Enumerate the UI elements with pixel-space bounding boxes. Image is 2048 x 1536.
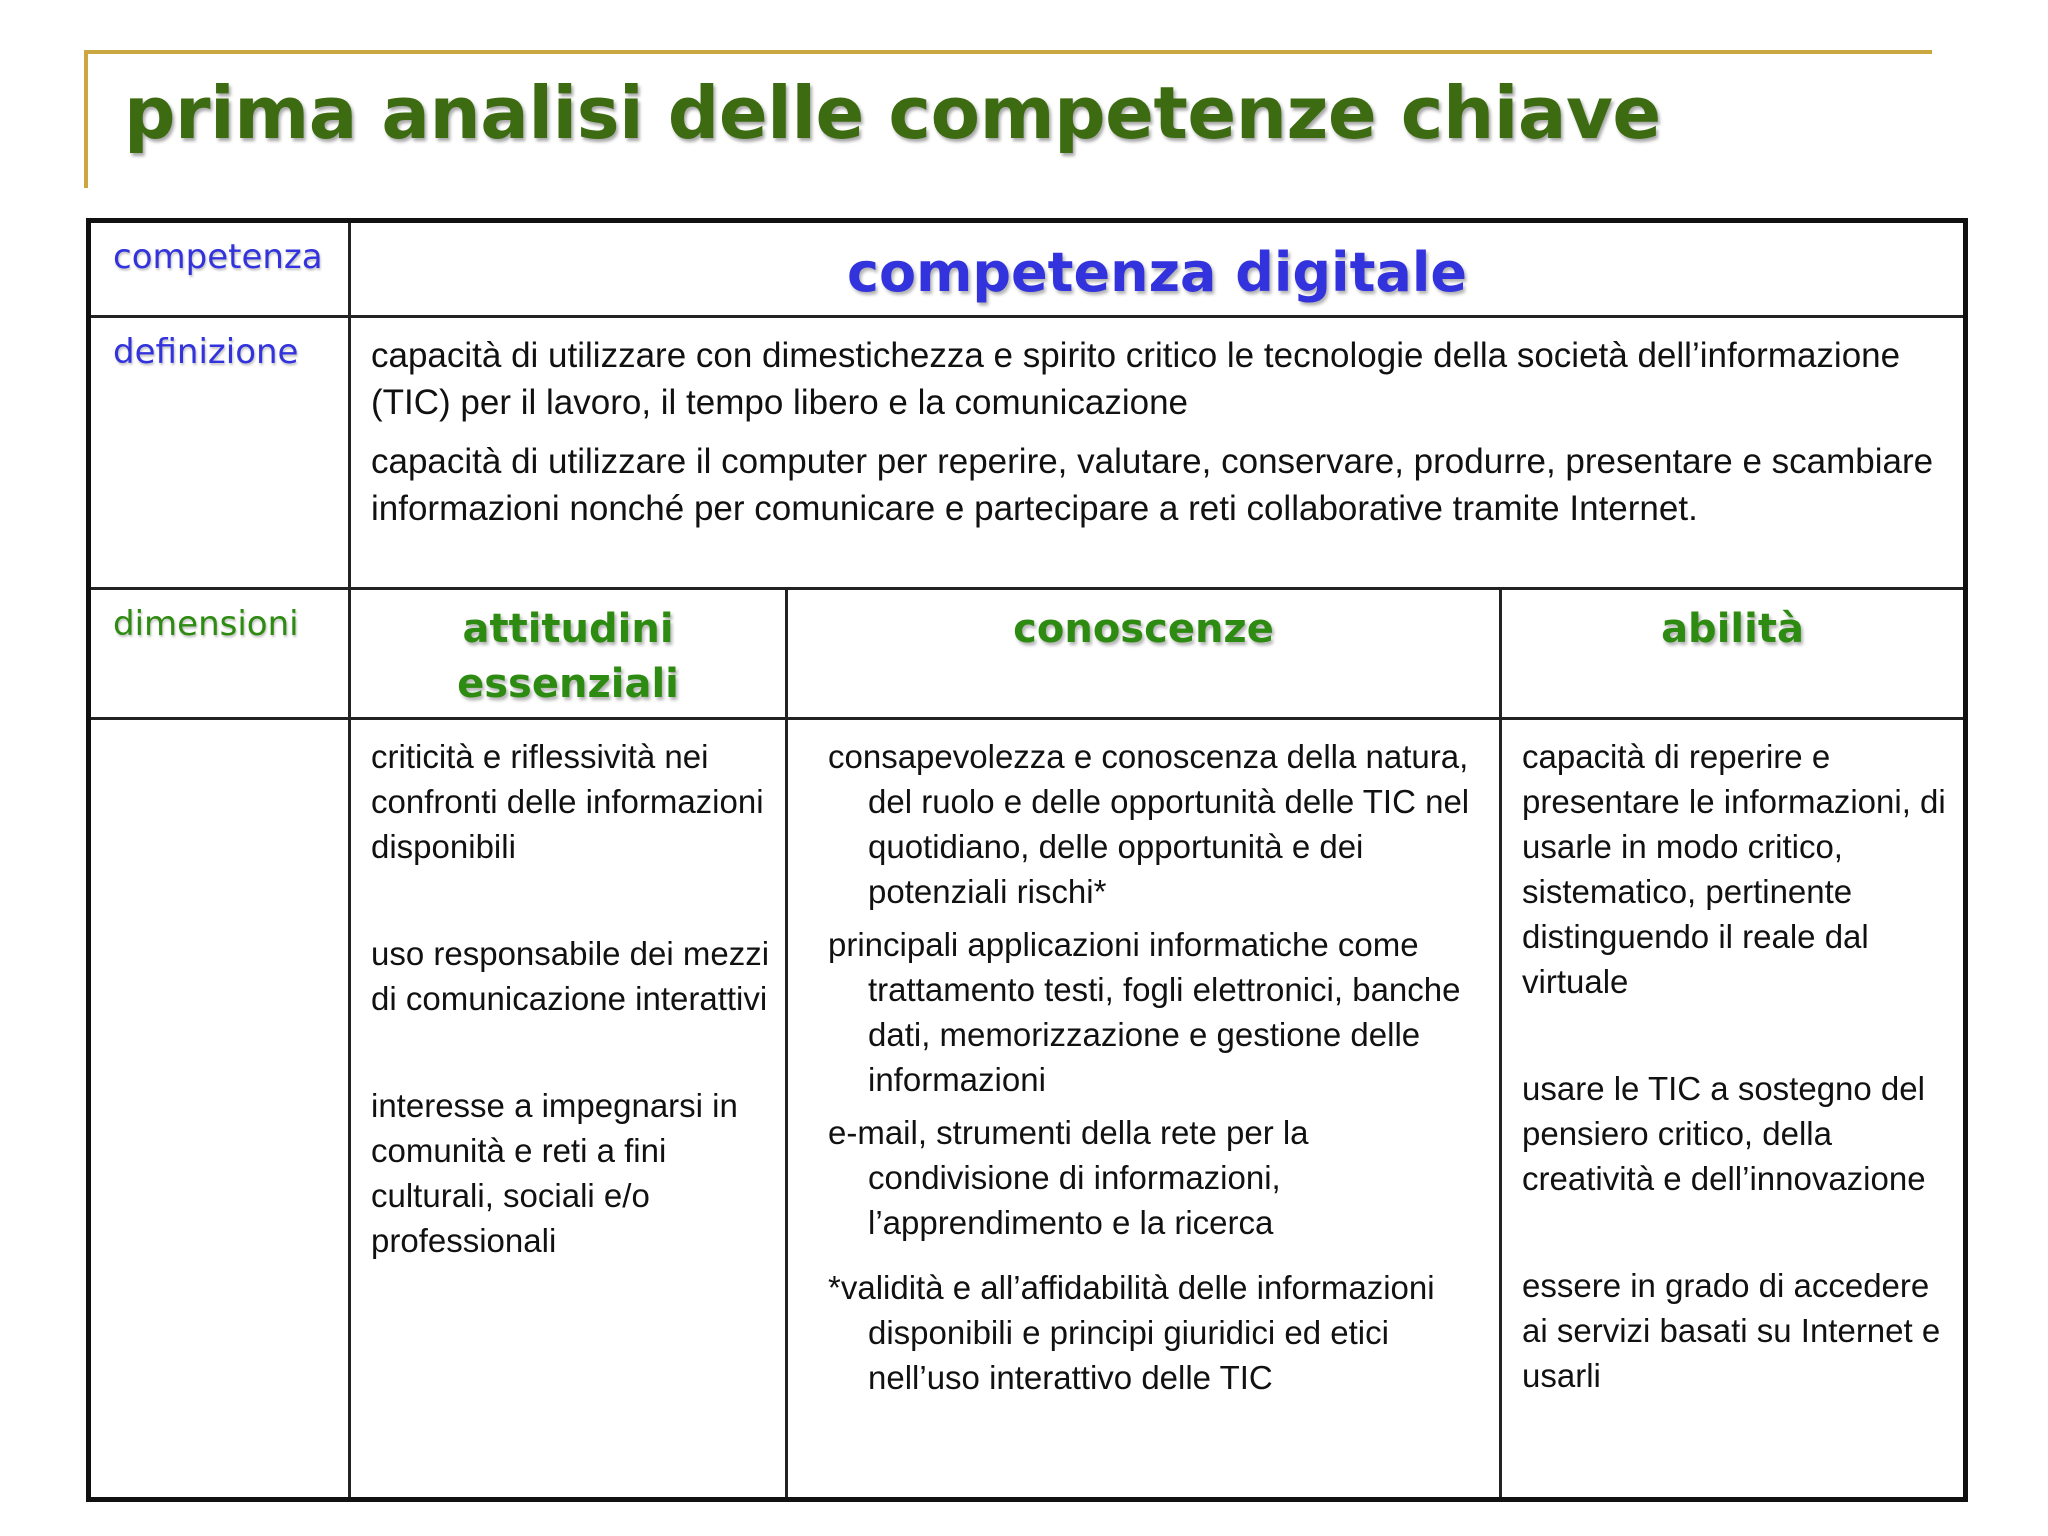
skill-item: usare le TIC a sostegno del pensiero critico, della creatività e dell’innovazione (1522, 1070, 1926, 1197)
definition-paragraph: capacità di utilizzare con dimestichezza e spirito critico le tecnologie della società dell’informazione (TIC) per il lavoro, il tempo libero e la comunicazione (371, 336, 1901, 422)
competence-name: competenza digitale (847, 241, 1467, 304)
row-label-definizione-cell (91, 318, 351, 590)
dimension-header-knowledge: conoscenze (1013, 606, 1274, 652)
attitudes-cell (351, 720, 788, 1497)
skills-cell (1502, 720, 1963, 1497)
knowledge-item: e-mail, strumenti della rete per la condivisione di informazioni, l’apprendimento e la ricerca (828, 1114, 1309, 1241)
competence-name-cell (351, 223, 1963, 318)
competence-table (86, 218, 1968, 1502)
row-label-dimensioni: dimensioni (113, 604, 299, 644)
skill-item: capacità di reperire e presentare le informazioni, di usarle in modo critico, sistematico, pertinente distinguendo il reale dal virtuale (1522, 738, 1946, 1000)
attitude-item: interesse a impegnarsi in comunità e reti a fini culturali, sociali e/o professionali (371, 1087, 738, 1259)
knowledge-item: consapevolezza e conoscenza della natura, del ruolo e delle opportunità delle TIC nel quotidiano, delle opportunità e dei potenziali rischi* (828, 738, 1470, 910)
slide-title: prima analisi delle competenze chiave (124, 71, 1661, 155)
definition-cell (351, 318, 1963, 590)
empty-label-cell (91, 720, 351, 1497)
knowledge-footnote: *validità e all’affidabilità delle informazioni disponibili e principi giuridici ed etici nell’uso interattivo delle TIC (828, 1269, 1435, 1396)
dimension-header-attitudes: attitudini essenziali (457, 606, 679, 707)
title-accent-bar (84, 50, 88, 188)
knowledge-item: principali applicazioni informatiche come trattamento testi, fogli elettronici, banche dati, memorizzazione e gestione delle informazioni (828, 926, 1461, 1098)
skill-item: essere in grado di accedere ai servizi basati su Internet e usarli (1522, 1267, 1941, 1394)
attitude-item: criticità e riflessività nei confronti delle informazioni disponibili (371, 738, 764, 865)
knowledge-cell (788, 720, 1502, 1497)
attitude-item: uso responsabile dei mezzi di comunicazione interattivi (371, 935, 770, 1017)
row-label-competenza-cell (91, 223, 351, 318)
row-label-competenza: competenza (113, 237, 323, 277)
dimension-header-cell (1502, 590, 1963, 720)
title-accent-line (84, 50, 1932, 54)
dimension-header-skills: abilità (1661, 606, 1804, 652)
definition-paragraph: capacità di utilizzare il computer per reperire, valutare, conservare, produrre, presentare e scambiare informazioni nonché per comunicare e partecipare a reti collaborative tramite Internet. (371, 442, 1934, 528)
dimension-header-cell (351, 590, 788, 720)
row-label-dimensioni-cell (91, 590, 351, 720)
dimension-header-cell (788, 590, 1502, 720)
row-label-definizione: definizione (113, 332, 299, 372)
